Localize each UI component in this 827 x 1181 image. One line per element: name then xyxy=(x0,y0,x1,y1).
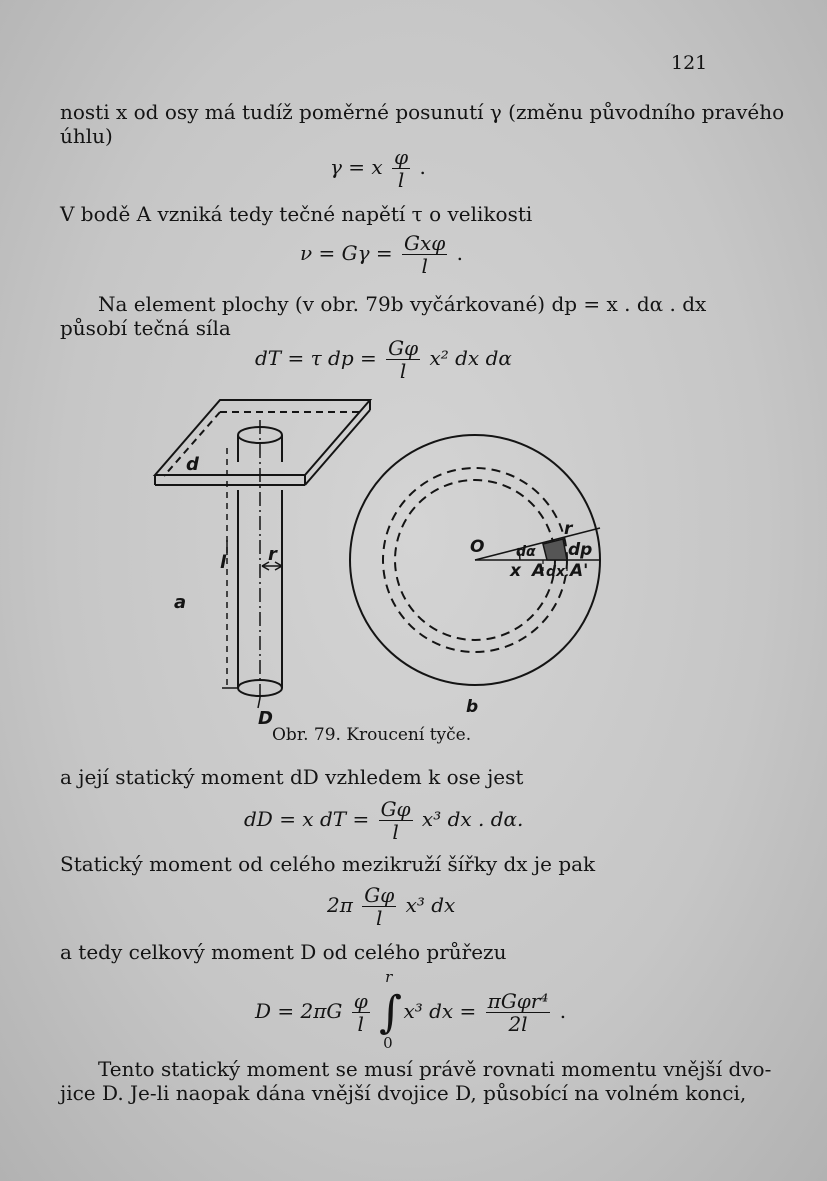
eq-numerator: πGφr⁴ xyxy=(487,989,549,1013)
eq-rhs: x³ dx . dα. xyxy=(421,807,524,831)
label-a: a xyxy=(174,592,187,613)
eq-fraction xyxy=(386,337,420,382)
integral-sign: ∫ r 0 xyxy=(379,967,403,1052)
equation-dD xyxy=(244,798,523,843)
eq-numerator: φ xyxy=(353,989,368,1013)
label-d: d xyxy=(186,454,199,475)
paragraph-line: V bodě A vzniká tedy tečné napětí τ o velikosti xyxy=(60,202,533,226)
eq-denominator: l xyxy=(352,1012,370,1035)
eq-denominator: l xyxy=(386,359,420,382)
eq-numerator: Gφ xyxy=(380,797,411,821)
eq-lhs: dD = x dT = xyxy=(244,807,370,831)
eq-end: . xyxy=(419,155,426,179)
eq-fraction xyxy=(402,232,447,277)
eq-lhs: 2π xyxy=(327,893,353,917)
label-dalpha: dα xyxy=(516,544,536,560)
equation-gamma xyxy=(330,146,426,191)
eq-numerator: Gxφ xyxy=(404,231,446,255)
eq-denominator: 2l xyxy=(486,1012,551,1035)
eq-fraction xyxy=(379,798,413,843)
paragraph-line: jice D. Je-li naopak dána vnější dvojice D, působící na volném konci, xyxy=(60,1081,747,1105)
eq-numerator: φ xyxy=(394,145,409,169)
eq-fraction xyxy=(486,990,551,1035)
label-b: b xyxy=(466,697,479,717)
eq-lhs: dT = τ dp = xyxy=(255,346,377,370)
eq-lhs: D = 2πG xyxy=(255,999,343,1023)
eq-denominator: l xyxy=(379,820,413,843)
integral-lower-limit: 0 xyxy=(383,1033,393,1052)
label-dx: dx xyxy=(546,564,566,580)
eq-fraction xyxy=(362,884,396,929)
eq-mid: x³ dx = xyxy=(403,999,477,1023)
label-A-prime: A' xyxy=(570,561,589,581)
label-dp: dp xyxy=(568,540,593,560)
eq-numerator: Gφ xyxy=(388,336,419,360)
equation-annulus xyxy=(327,884,455,929)
label-A: A xyxy=(532,561,546,581)
eq-rhs: x³ dx xyxy=(405,893,456,917)
paragraph-line: Na element plochy (v obr. 79b vyčárkované) dp = x . dα . dx xyxy=(98,292,707,316)
label-r: r xyxy=(268,544,277,565)
label-O: O xyxy=(470,537,485,557)
paragraph-line: úhlu) xyxy=(60,124,113,148)
eq-lhs: ν = Gγ = xyxy=(300,241,393,265)
equation-tau xyxy=(300,232,463,277)
eq-lhs: γ = x xyxy=(330,155,383,179)
figure-b-section xyxy=(350,435,600,685)
eq-end: . xyxy=(456,241,464,265)
paragraph-line: nosti x od osy má tudíž poměrné posunutí γ (změnu původního pravého xyxy=(60,100,785,124)
eq-fraction xyxy=(352,990,370,1035)
paragraph-line: Statický moment od celého mezikruží šířky dx je pak xyxy=(60,852,596,876)
page-number: 121 xyxy=(671,52,708,74)
label-r-b: r xyxy=(564,519,573,539)
paragraph-line: působí tečná síla xyxy=(60,316,231,340)
equation-dT xyxy=(255,337,512,382)
label-x: x xyxy=(510,561,521,581)
equation-total-moment xyxy=(255,967,567,1052)
eq-denominator: l xyxy=(392,168,410,191)
paragraph-line: a její statický moment dD vzhledem k ose jest xyxy=(60,765,524,789)
eq-numerator: Gφ xyxy=(364,883,395,907)
label-D: D xyxy=(258,708,273,729)
figure-79 xyxy=(140,390,620,730)
label-l: l xyxy=(220,552,227,573)
paragraph-line: a tedy celkový moment D od celého průřezu xyxy=(60,940,507,964)
eq-denominator: l xyxy=(402,254,447,277)
eq-end: . xyxy=(559,999,567,1023)
eq-denominator: l xyxy=(362,906,396,929)
integral-upper-limit: r xyxy=(385,967,393,986)
eq-rhs: x² dx dα xyxy=(429,346,512,370)
figure-caption: Obr. 79. Kroucení tyče. xyxy=(272,725,472,745)
paragraph-line: Tento statický moment se musí právě rovnati momentu vnější dvo- xyxy=(98,1057,772,1081)
eq-fraction xyxy=(392,146,410,191)
